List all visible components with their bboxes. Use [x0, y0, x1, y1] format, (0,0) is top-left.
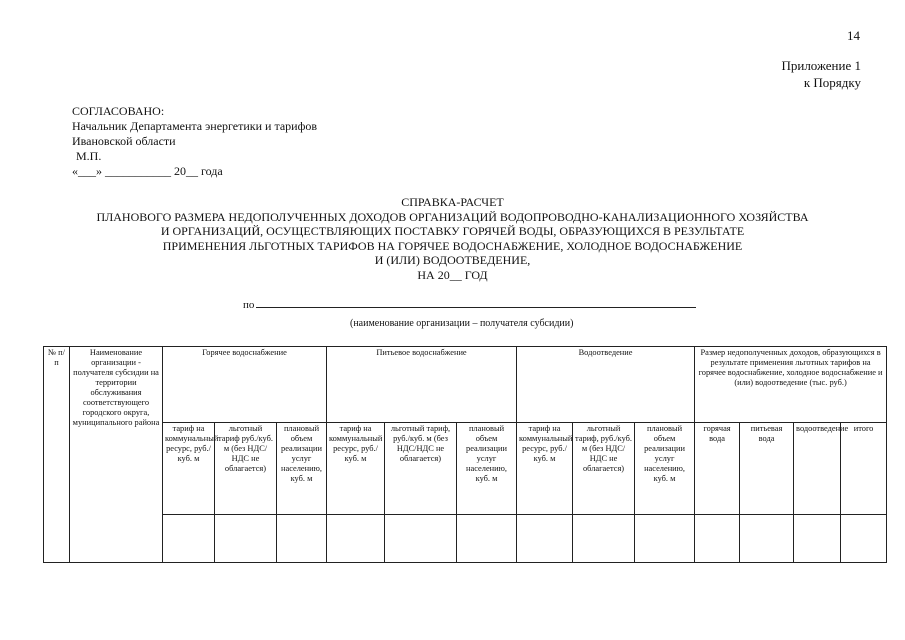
cell-drinking-tariff	[327, 515, 385, 563]
page-number: 14	[847, 28, 860, 43]
title-line-1: СПРАВКА-РАСЧЕТ	[401, 195, 504, 209]
loss-total: итого	[841, 423, 887, 515]
loss-sewage: водоотведение	[794, 423, 841, 515]
appendix-line-1: Приложение 1	[781, 58, 861, 73]
hot-tariff-resource: тариф на коммунальный ресурс, руб./куб. м	[163, 423, 215, 515]
approval-agreed: СОГЛАСОВАНО:	[72, 104, 165, 118]
drinking-planned-volume: плановый объем реализации услуг населению, куб. м	[457, 423, 517, 515]
title-line-5: И (ИЛИ) ВОДООТВЕДЕНИЕ,	[374, 253, 531, 267]
cell-sewage-volume	[635, 515, 695, 563]
calculation-table	[43, 346, 887, 563]
drinking-tariff-resource: тариф на коммунальный ресурс, руб./куб. м	[327, 423, 385, 515]
sewage-planned-volume: плановый объем реализации услуг населению, куб. м	[635, 423, 695, 515]
header-row-number: № п/п	[44, 347, 70, 563]
organization-line	[243, 298, 696, 311]
loss-hot-water: горячая вода	[695, 423, 740, 515]
header-organization-name: Наименование организации - получателя субсидии на территории обслуживания соответствующего городского округа, муниципального района	[70, 347, 163, 563]
organization-blank-line	[256, 298, 696, 308]
group-sewage: Водоотведение	[517, 347, 695, 423]
cell-loss-hot	[695, 515, 740, 563]
loss-drinking-water: питьевая вода	[740, 423, 794, 515]
drinking-preferential-tariff: льготный тариф, руб./куб. м (без НДС/НДС не облагается)	[385, 423, 457, 515]
cell-loss-sewage	[794, 515, 841, 563]
approval-block	[72, 104, 317, 179]
cell-hot-preferential	[215, 515, 277, 563]
organization-caption: (наименование организации – получателя субсидии)	[350, 318, 574, 329]
cell-loss-total	[841, 515, 887, 563]
hot-preferential-tariff: льготный тариф руб./куб. м (без НДС/НДС не облагается)	[215, 423, 277, 515]
hot-planned-volume: плановый объем реализации услуг населению, куб. м	[277, 423, 327, 515]
appendix-line-2: к Порядку	[803, 75, 861, 90]
title-line-2: ПЛАНОВОГО РАЗМЕРА НЕДОПОЛУЧЕННЫХ ДОХОДОВ ОРГАНИЗАЦИЙ ВОДОПРОВОДНО-КАНАЛИЗАЦИОННОГО ХОЗЯЙСТВА	[96, 209, 809, 224]
title-line-3: И ОРГАНИЗАЦИЙ, ОСУЩЕСТВЛЯЮЩИХ ПОСТАВКУ ГОРЯЧЕЙ ВОДЫ, ОБРАЗУЮЩИХСЯ В РЕЗУЛЬТАТЕ	[160, 224, 745, 238]
cell-loss-drinking	[740, 515, 794, 563]
group-lost-revenue: Размер недополученных доходов, образующихся в результате применения льготных тарифов на горячее водоснабжение, холодное водоснабжение и (или) водоотведение (тыс. руб.)	[695, 347, 887, 423]
cell-sewage-preferential	[573, 515, 635, 563]
appendix-header	[781, 57, 861, 91]
group-hot-water: Горячее водоснабжение	[163, 347, 327, 423]
document-title	[40, 195, 865, 282]
approval-stamp: М.П.	[76, 149, 102, 163]
title-line-6: НА 20__ ГОД	[417, 267, 488, 282]
cell-hot-volume	[277, 515, 327, 563]
sewage-tariff-resource: тариф на коммунальный ресурс, руб./куб. м	[517, 423, 573, 515]
title-line-4: ПРИМЕНЕНИЯ ЛЬГОТНЫХ ТАРИФОВ НА ГОРЯЧЕЕ ВОДОСНАБЖЕНИЕ, ХОЛОДНОЕ ВОДОСНАБЖЕНИЕ	[162, 238, 743, 253]
sewage-preferential-tariff: льготный тариф, руб./куб. м (без НДС/НДС не облагается)	[573, 423, 635, 515]
approval-position: Начальник Департамента энергетики и тарифов	[72, 119, 318, 133]
cell-drinking-preferential	[385, 515, 457, 563]
cell-drinking-volume	[457, 515, 517, 563]
cell-hot-tariff	[163, 515, 215, 563]
organization-prefix: по	[243, 299, 255, 311]
approval-date: «___» ___________ 20__ года	[72, 164, 223, 178]
group-drinking-water: Питьевое водоснабжение	[327, 347, 517, 423]
approval-region: Ивановской области	[72, 134, 176, 148]
cell-sewage-tariff	[517, 515, 573, 563]
